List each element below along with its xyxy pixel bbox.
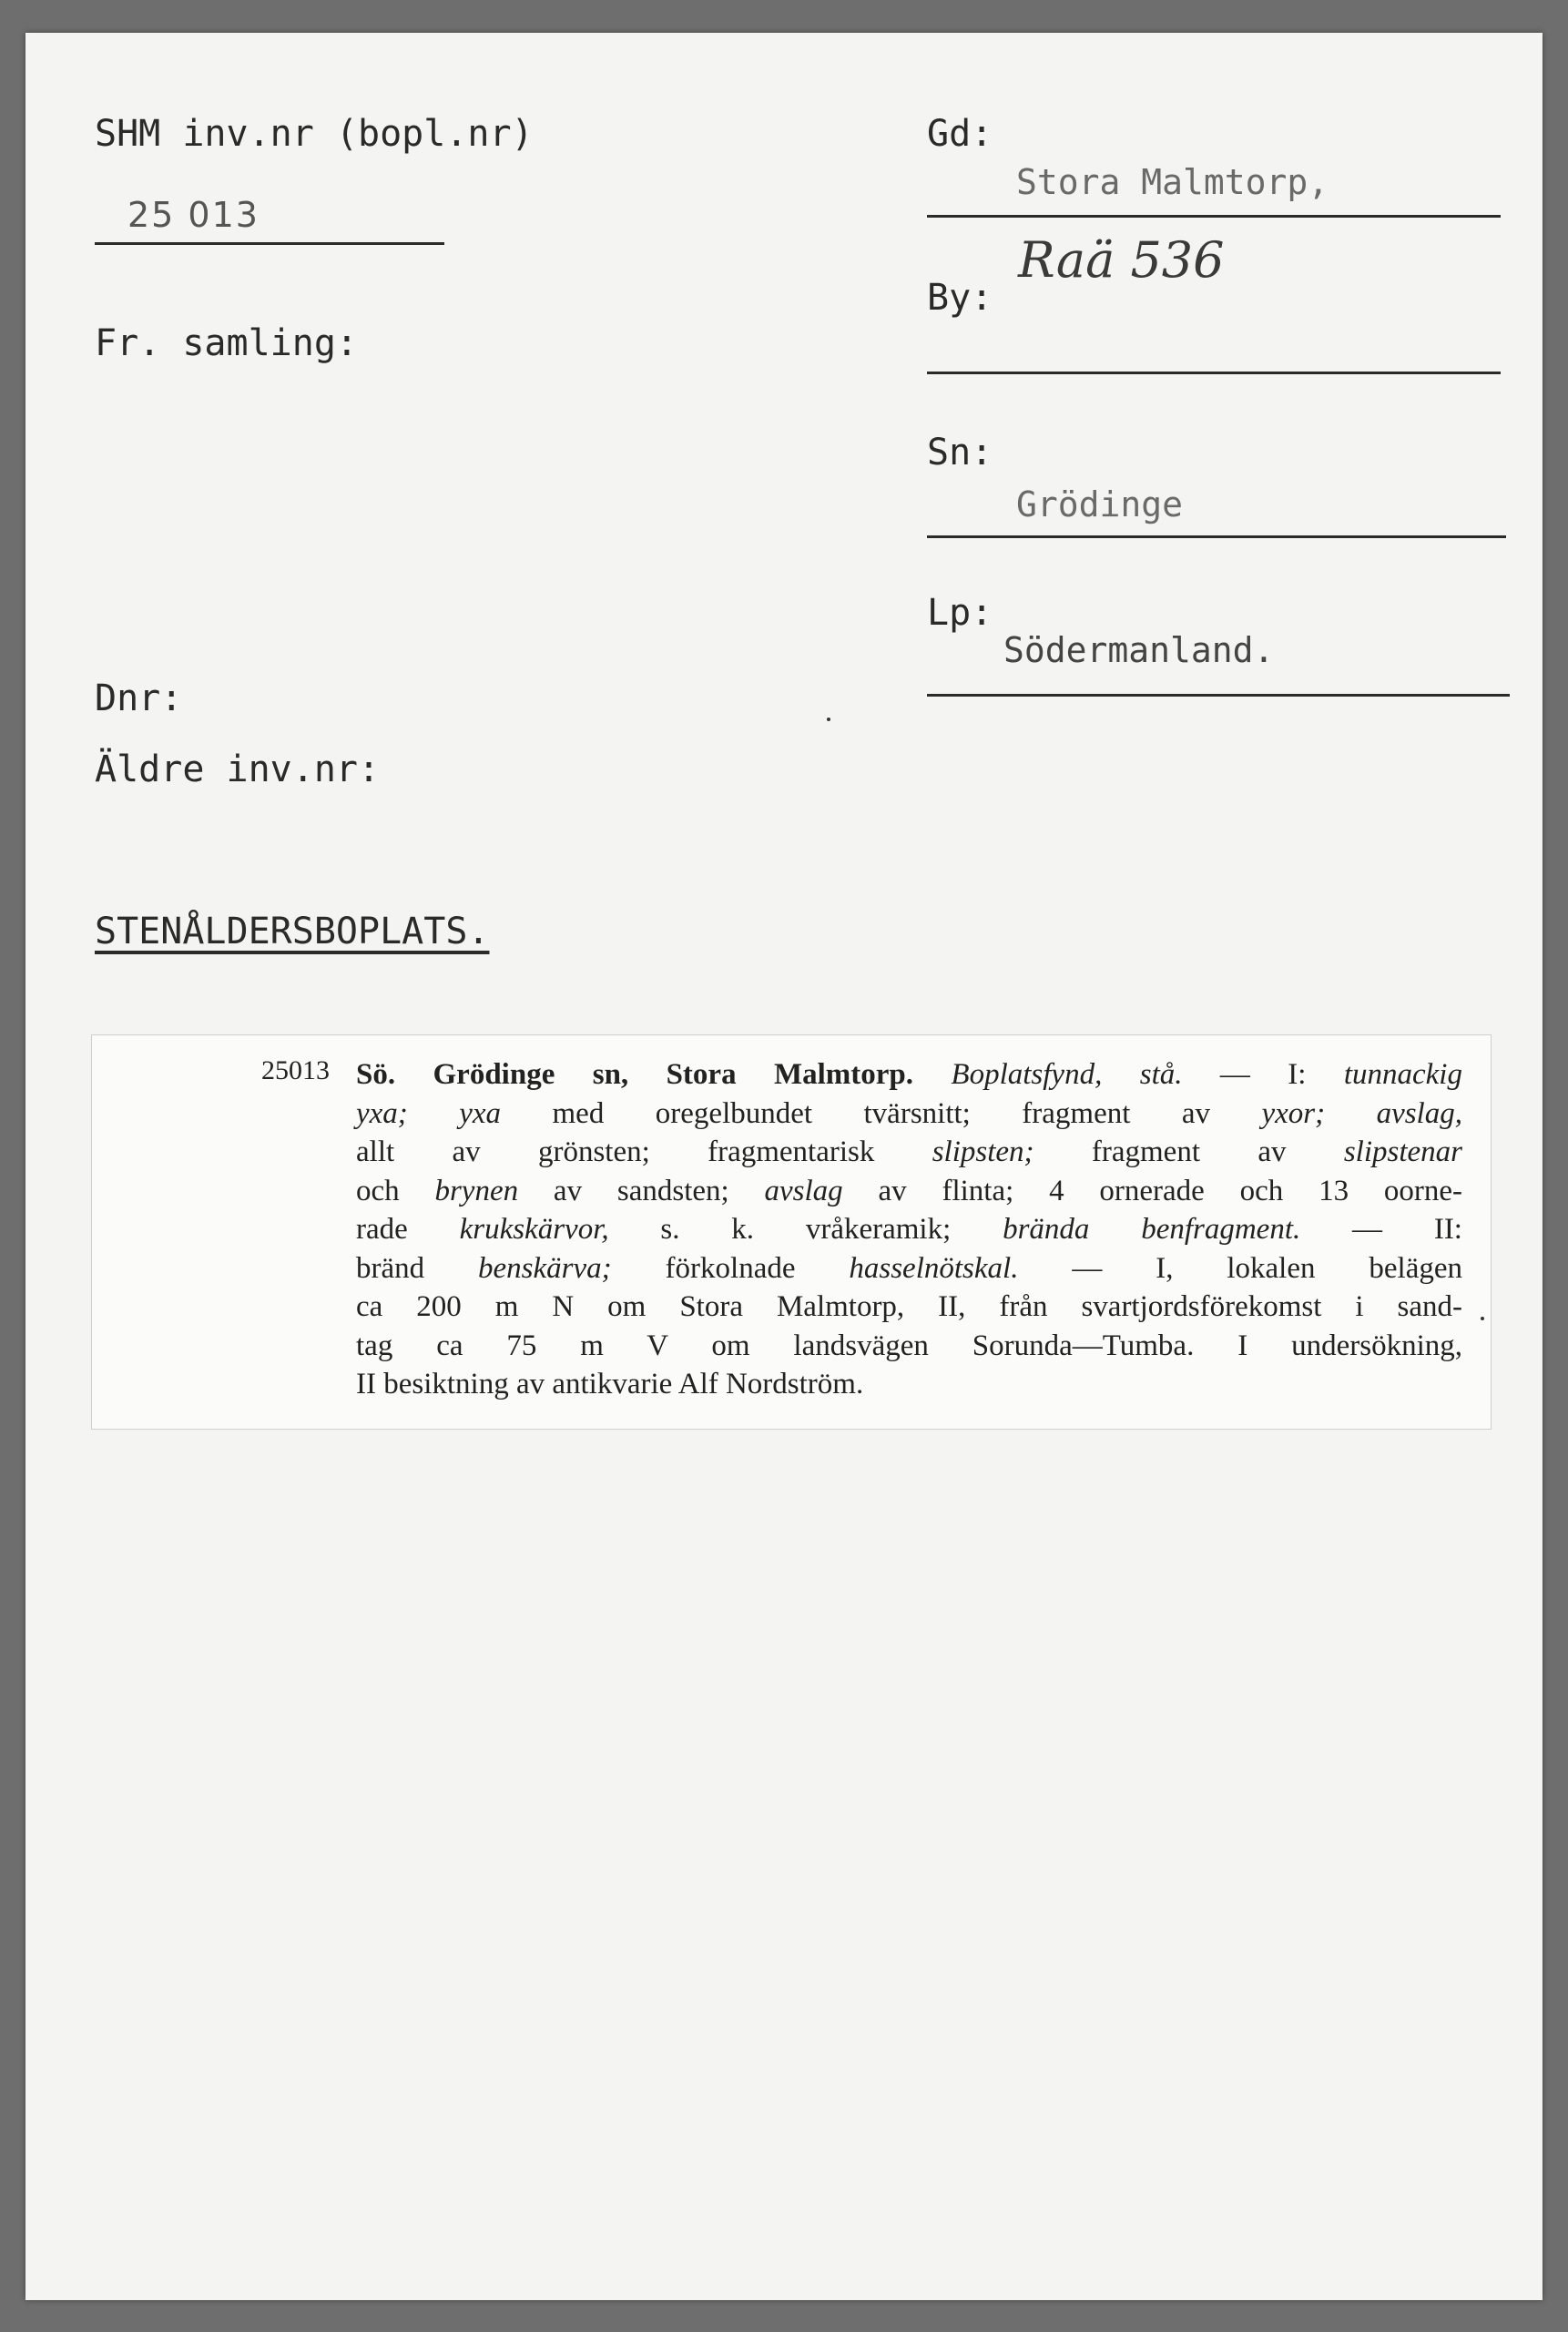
- entry-line: Sö. Grödinge sn, Stora Malmtorp. Boplatsfynd, stå. — I: tunnackig: [356, 1058, 1462, 1091]
- entry-number: 25013: [261, 1055, 330, 1085]
- scan-speck: [827, 718, 830, 721]
- entry-line: och brynen av sandsten; avslag av flinta; 4 ornerade och 13 oorne-: [356, 1174, 1463, 1207]
- lp-label: Lp:: [927, 592, 993, 634]
- scan-speck: [1481, 1317, 1484, 1320]
- entry-line: yxa; yxa med oregelbundet tvärsnitt; fragment av yxor; avslag,: [356, 1096, 1462, 1130]
- entry-text: [356, 1055, 1462, 1404]
- lp-underline: [927, 694, 1510, 697]
- catalog-card: [25, 33, 1543, 2300]
- aldre-inv-nr-label: Äldre inv.nr:: [95, 748, 381, 790]
- by-value-handwritten: Raä 536: [1018, 231, 1225, 289]
- by-label: By:: [927, 277, 993, 319]
- entry-line: bränd benskärva; förkolnade hasselnötskal. — I, lokalen belägen: [356, 1251, 1462, 1285]
- heading-stenaldersboplats: STENÅLDERSBOPLATS.: [95, 911, 490, 952]
- dnr-label: Dnr:: [95, 677, 183, 719]
- catalog-entry-clipping: [91, 1034, 1492, 1430]
- gd-label: Gd:: [927, 113, 993, 155]
- by-underline: [927, 372, 1501, 374]
- sn-value: Grödinge: [1016, 484, 1184, 524]
- entry-line: ca 200 m N om Stora Malmtorp, II, från svartjordsförekomst i sand-: [356, 1290, 1462, 1323]
- gd-value: Stora Malmtorp,: [1016, 162, 1329, 202]
- sn-underline: [927, 535, 1506, 538]
- gd-underline: [927, 215, 1501, 218]
- entry-line: allt av grönsten; fragmentarisk slipsten; fragment av slipstenar: [356, 1135, 1462, 1168]
- entry-line: II besiktning av antikvarie Alf Nordström.: [356, 1368, 864, 1400]
- inv-nr-label: SHM inv.nr (bopl.nr): [95, 113, 534, 155]
- entry-line: rade krukskärvor, s. k. vråkeramik; brända benfragment. — II:: [356, 1213, 1462, 1246]
- fr-samling-label: Fr. samling:: [95, 322, 358, 364]
- lp-value: Södermanland.: [1003, 630, 1275, 670]
- inv-nr-value: 25 013: [127, 195, 260, 235]
- sn-label: Sn:: [927, 432, 993, 474]
- entry-line: tag ca 75 m V om landsvägen Sorunda—Tumba. I undersökning,: [356, 1329, 1462, 1362]
- inv-nr-underline: [95, 242, 444, 245]
